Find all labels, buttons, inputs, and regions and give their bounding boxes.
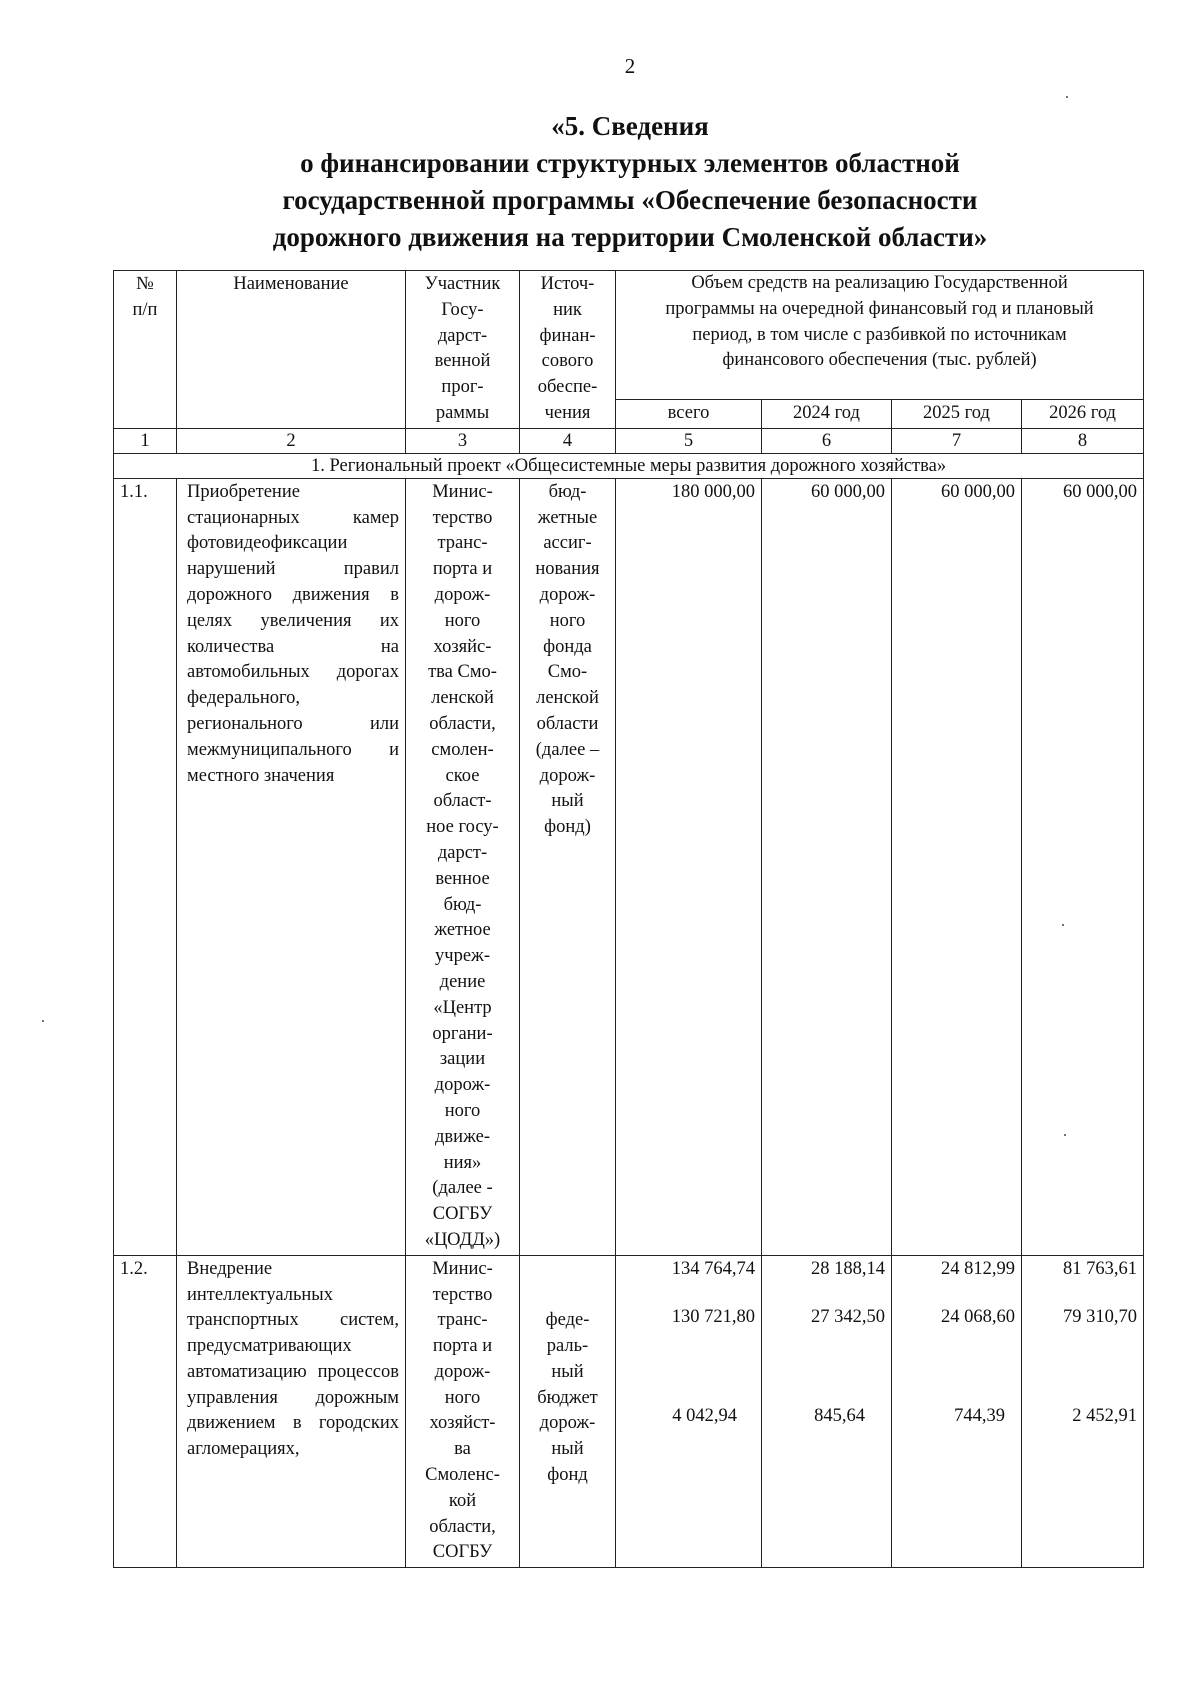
column-number: 5 bbox=[616, 428, 762, 453]
row-2025-all: 24 812,99 bbox=[941, 1258, 1015, 1279]
title-line: о финансировании структурных элементов областной bbox=[300, 148, 960, 178]
scan-speck bbox=[1066, 96, 1068, 98]
row-participant: Минис- терство транс- порта и дорож- ного хозяйс- тва Смо- ленской области, смолен- ское област- ное госу- дарст- венное бюд- жетное учреж- дение «Центр органи- зации дорож- ного движе- ния» (далее - СОГБУ «ЦОДД») bbox=[406, 478, 520, 1255]
table-row bbox=[114, 1255, 1144, 1568]
title-line: дорожного движения на территории Смоленской области» bbox=[272, 222, 988, 252]
header-2026: 2026 год bbox=[1022, 400, 1144, 429]
header-total: всего bbox=[616, 400, 762, 429]
header-2025: 2025 год bbox=[892, 400, 1022, 429]
row-2026: 60 000,00 bbox=[1022, 478, 1144, 1255]
column-numbers-row bbox=[114, 428, 1144, 453]
row-2025-federal: 24 068,60 bbox=[941, 1306, 1015, 1327]
financing-table bbox=[113, 270, 1144, 1568]
row-total-cell bbox=[616, 1255, 762, 1568]
row-2026-all: 81 763,61 bbox=[1063, 1258, 1138, 1279]
title-line: государственной программы «Обеспечение безопасности bbox=[282, 185, 978, 215]
row-total: 180 000,00 bbox=[616, 478, 762, 1255]
row-2024-cell bbox=[762, 1255, 892, 1568]
document-title bbox=[0, 108, 1200, 256]
header-source: Источ- ник финан- сового обеспе- чения bbox=[520, 271, 616, 429]
column-number: 1 bbox=[114, 428, 177, 453]
section-row bbox=[114, 453, 1144, 478]
row-2024-road-fund: 845,64 bbox=[814, 1406, 865, 1427]
row-2024-all: 28 188,14 bbox=[811, 1258, 885, 1279]
row-2025-road-fund: 744,39 bbox=[954, 1406, 1005, 1427]
row-2026-road-fund: 2 452,91 bbox=[1072, 1406, 1138, 1427]
row-total-all: 134 764,74 bbox=[671, 1258, 755, 1279]
row-2026-federal: 79 310,70 bbox=[1063, 1306, 1138, 1327]
row-source: феде- раль- ный бюджет дорож- ный фонд bbox=[520, 1255, 616, 1568]
scan-speck bbox=[1064, 1134, 1066, 1136]
header-row bbox=[114, 271, 1144, 400]
column-number: 8 bbox=[1022, 428, 1144, 453]
section-title: 1. Региональный проект «Общесистемные меры развития дорожного хозяйства» bbox=[114, 453, 1144, 478]
scan-speck bbox=[42, 1020, 44, 1022]
row-2024: 60 000,00 bbox=[762, 478, 892, 1255]
scan-speck bbox=[1062, 924, 1064, 926]
column-number: 6 bbox=[762, 428, 892, 453]
row-2025: 60 000,00 bbox=[892, 478, 1022, 1255]
header-2024: 2024 год bbox=[762, 400, 892, 429]
row-name: Приобретение стационарных камер фотовидеофиксации нарушений правил дорожного движения в целях увеличения их количества на автомобильных дорогах федерального, регионального или межмуниципального и местного значения bbox=[177, 478, 406, 1255]
column-number: 3 bbox=[406, 428, 520, 453]
row-2024-federal: 27 342,50 bbox=[811, 1306, 885, 1327]
row-source: бюд- жетные ассиг- нования дорож- ного фонда Смо- ленской области (далее – дорож- ный фонд) bbox=[520, 478, 616, 1255]
page-number: 2 bbox=[624, 54, 636, 78]
header-number: № п/п bbox=[114, 271, 177, 429]
column-number: 2 bbox=[177, 428, 406, 453]
table-row bbox=[114, 478, 1144, 1255]
title-line: «5. Сведения bbox=[551, 111, 709, 141]
row-total-federal: 130 721,80 bbox=[671, 1306, 755, 1327]
row-number: 1.2. bbox=[114, 1255, 177, 1568]
row-total-road-fund: 4 042,94 bbox=[672, 1406, 737, 1427]
row-number: 1.1. bbox=[114, 478, 177, 1255]
row-participant: Минис- терство транс- порта и дорож- ного хозяйст- ва Смоленс- кой области, СОГБУ bbox=[406, 1255, 520, 1568]
column-number: 4 bbox=[520, 428, 616, 453]
header-participant: Участник Госу- дарст- венной прог- раммы bbox=[406, 271, 520, 429]
row-2026-cell bbox=[1022, 1255, 1144, 1568]
row-name: Внедрение интеллектуальных транспортных систем, предусматривающих автоматизацию процессов управления дорожным движением в городских агломерациях, bbox=[177, 1255, 406, 1568]
header-volume: Объем средств на реализацию Государственной программы на очередной финансовый год и плановый период, в том числе с разбивкой по источникам финансового обеспечения (тыс. рублей) bbox=[616, 271, 1144, 400]
row-2025-cell bbox=[892, 1255, 1022, 1568]
header-name: Наименование bbox=[177, 271, 406, 429]
column-number: 7 bbox=[892, 428, 1022, 453]
